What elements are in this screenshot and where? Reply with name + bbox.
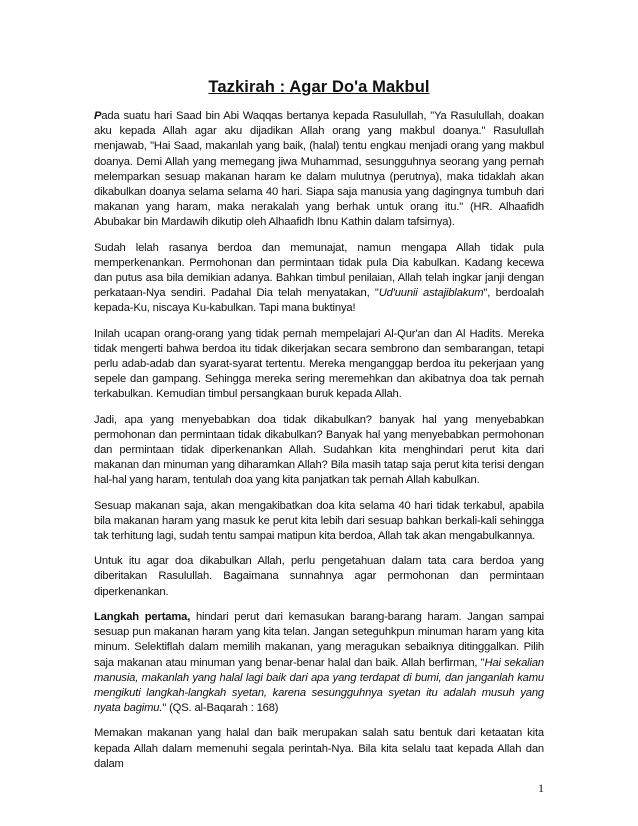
paragraph-2-text-a: Sudah lelah rasanya berdoa dan memunajat, namun mengapa Allah tidak pula memperkenankan. Permohonan dan permintaan tidak pula Dia kabulkan. Kadang kecewa dan putus asa bila demikian adanya. Bahkan timbul penilaian, Allah telah ingkar janji dengan perkataan-Nya sendiri. Padahal Dia telah menyatakan, " [94, 241, 544, 300]
paragraph-6: Untuk itu agar doa dikabulkan Allah, perlu pengetahuan dalam tata cara berdoa yang diberitakan Rasulullah. Bagaimana sunnahnya agar permohonan dan permintaan diperkenankan. [94, 555, 544, 598]
paragraph-4: Jadi, apa yang menyebabkan doa tidak dikabulkan? banyak hal yang menyebabkan permohonan dan permintaan tidak dikabulkan? Banyak hal yang menyebabkan permohonan dan permintaan tidak diperkenankan Allah. Sudahkan kita menghindari perut kita dari makanan dan minuman yang diharamkan Allah? Bila masih tatap saja perut kita terisi dengan hal-hal yang haram, tentulah doa yang kita panjatkan tak pernah Allah kabulkan. [94, 413, 544, 487]
paragraph-7-text-b: " (QS. al-Baqarah : 168) [162, 702, 279, 715]
paragraph-3: Inilah ucapan orang-orang yang tidak pernah mempelajari Al-Qur'an dan Al Hadits. Mereka tidak mengerti bahwa berdoa itu tidak dikerjakan secara sembrono dan sembarangan, tetapi perlu adab-adab dan syarat-syarat tertentu. Mereka menganggap berdoa itu pekerjaan yang sepele dan gampang. Sehingga mereka sering meremehkan dan akibatnya doa tak pernah terkabulkan. Kemudian timbul persangkaan buruk kepada Allah. [94, 327, 544, 401]
paragraph-1-text: ada suatu hari Saad bin Abi Waqqas bertanya kepada Rasulullah, "Ya Rasulullah, doakan aku kepada Allah agar aku dijadikan Allah orang yang makbul doanya." Rasulullah menjawab, "Hai Saad, makanlah yang baik, (halal) tentu engkau menjadi orang yang makbul doanya. Demi Allah yang memegang jiwa Muhammad, sesungguhnya seorang yang pernah melemparkan sesuap makanan haram ke dalam mulutnya (perutnya), maka tidaklah akan dikabulkan doanya selama selama 40 hari. Siapa saja manusia yang dagingnya tumbuh dari makanan yang haram, maka nerakalah yang berhak untuk orang itu." (HR. Alhaafidh Abubakar bin Mardawih dikutip oleh Alhaafidh Ibnu Kathin dalam tafsirnya). [94, 110, 544, 229]
arabic-quote: Ud'uunii astajiblakum [378, 287, 484, 300]
paragraph-7 [94, 610, 544, 716]
paragraph-7-text-a: hindari perut dari kemasukan barang-barang haram. Jangan sampai sesuap pun makanan haram yang kita telan. Jangan seteguhkpun minuman haram yang kita minum. Selektiflah dalam memilih makanan, yang meragukan sebaiknya ditinggalkan. Pilih saja makanan atau minuman yang benar-benar halal dan baik. Allah berfirman, " [94, 610, 544, 669]
quran-quote: Hai sekalian manusia, makanlah yang halal lagi baik dari apa yang terdapat di bumi, dan janganlah kamu mengikuti langkah-langkah syetan, karena sesungguhnya syetan itu adalah musuh yang nyata bagimu. [94, 656, 544, 715]
paragraph-2-text-b: ", berdoalah kepada-Ku, niscaya Ku-kabulkan. Tapi mana buktinya! [94, 287, 544, 315]
drop-letter: P [94, 110, 102, 122]
paragraph-1 [94, 109, 544, 231]
page-number: 1 [538, 781, 544, 795]
page-title: Tazkirah : Agar Do'a Makbul [208, 78, 430, 96]
paragraph-2 [94, 241, 544, 317]
paragraph-8: Memakan makanan yang halal dan baik merupakan salah satu bentuk dari ketaatan kita kepada Allah dalam memenuhi segala perintah-Nya. Bila kita selalu taat kepada Allah dan dalam [94, 727, 544, 770]
paragraph-5: Sesuap makanan saja, akan mengakibatkan doa kita selama 40 hari tidak terkabul, apabila bila makanan haram yang masuk ke perut kita lebih dari sesuap bahkan berkali-kali sehingga tak terhitung lagi, sudah tentu sampai matipun kita berdoa, Allah tak akan mengabulkannya. [94, 499, 544, 543]
step-heading: Langkah pertama, [94, 610, 191, 623]
